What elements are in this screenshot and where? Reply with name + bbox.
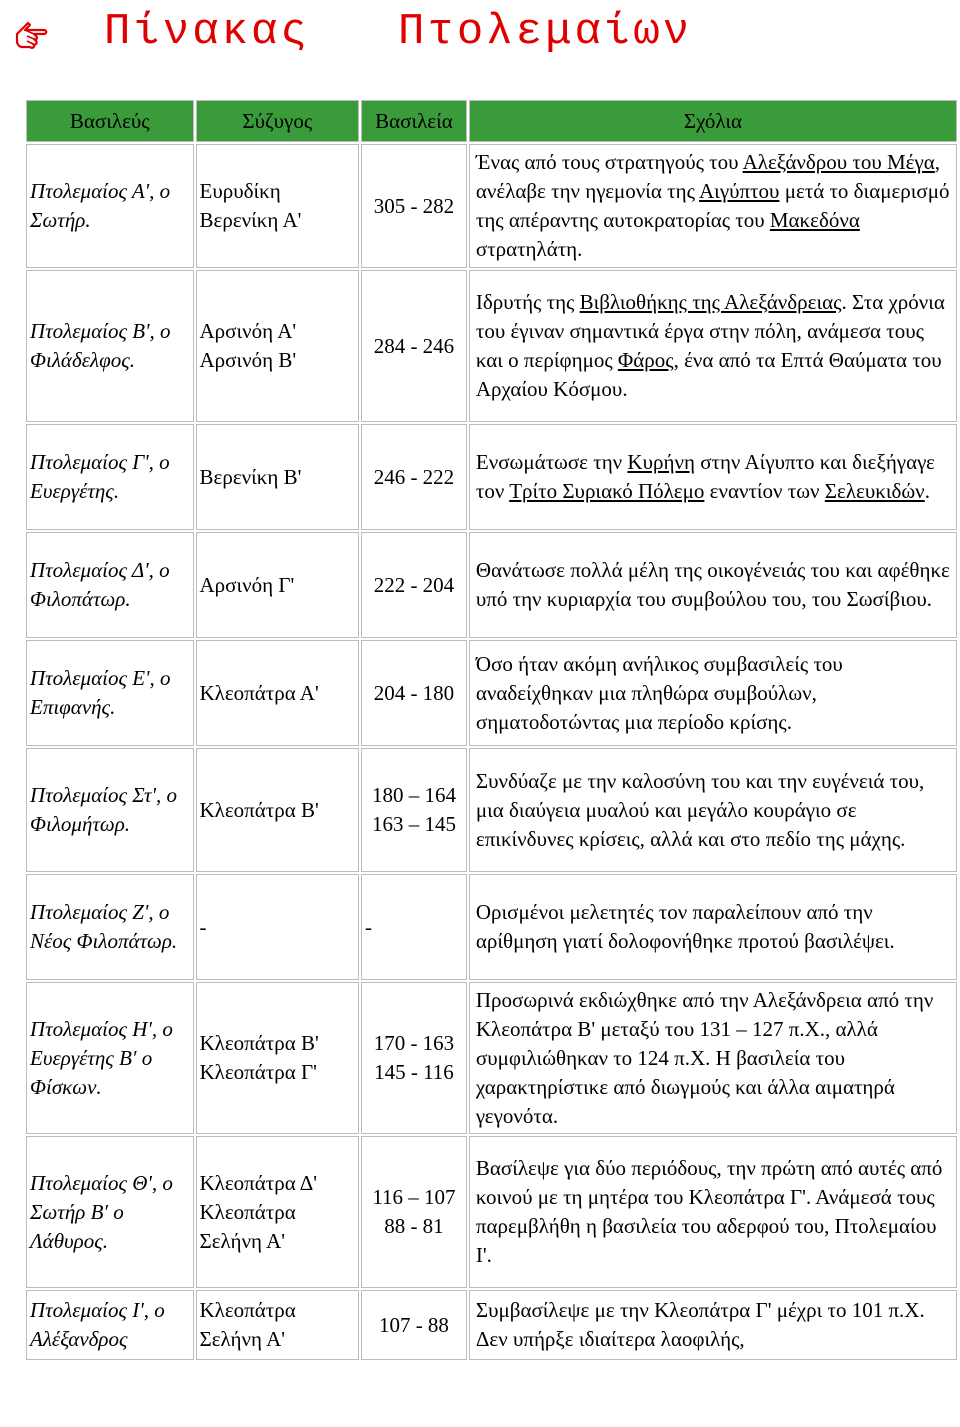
table-row [26,748,957,872]
table-row [26,1136,957,1288]
king-cell: Πτολεμαίος Γ', ο Ευεργέτης. [26,424,194,530]
reign-period: 116 – 107 [372,1185,456,1209]
reign-period: 204 - 180 [373,680,455,705]
reign-period: 222 - 204 [373,572,455,597]
notes-cell [469,144,957,268]
reign-period: 305 - 282 [373,193,455,218]
notes-text: Συμβασίλεψε με την Κλεοπάτρα Γ' μέχρι το 101 π.Χ. Δεν υπήρξε ιδιαίτερα λαοφιλής, [475,1298,925,1351]
notes-text: Ενσωμάτωσε την [475,450,628,474]
king-cell: Πτολεμαίος Δ', ο Φιλοπάτωρ. [26,532,194,638]
spouse-cell: Κλεοπάτρα Σελήνη Α' [196,1290,359,1360]
table-row [26,1290,957,1360]
header-notes: Σχόλια [469,100,957,142]
reign-cell [361,532,467,638]
reign-period: 246 - 222 [373,464,455,489]
spouse-cell: Κλεοπάτρα Α' [196,640,359,746]
wiki-link[interactable]: Τρίτο Συριακό Πόλεμο [509,479,705,503]
notes-text: μετά το διαμερισμό της απέραντης αυτοκρατορίας του [475,179,950,232]
notes-text: Ορισμένοι μελετητές τον παραλείπουν από την αρίθμηση γιατί δολοφονήθηκε προτού βασιλέψει. [475,900,895,953]
table-row [26,874,957,980]
notes-text: στην Αίγυπτο και διεξήγαγε τον [475,450,935,503]
table-row [26,144,957,268]
reign-cell [361,874,467,980]
notes-cell [469,982,957,1134]
pointing-hand-icon [14,14,50,50]
reign-cell [361,270,467,422]
spouse-cell: Αρσινόη Γ' [196,532,359,638]
notes-text: στρατηλάτη. [475,237,583,261]
reign-period: 170 - 163 [373,1031,455,1055]
table-row [26,982,957,1134]
king-cell: Πτολεμαίος Β', ο Φιλάδελφος. [26,270,194,422]
reign-cell [361,1290,467,1360]
reign-period: - [365,914,372,939]
spouse-cell: Ευρυδίκη Βερενίκη Α' [196,144,359,268]
notes-cell [469,1290,957,1360]
reign-cell [361,144,467,268]
notes-cell [469,874,957,980]
page-title [14,8,692,56]
wiki-link[interactable]: Αιγύπτου [699,179,780,203]
title-text: Πίνακας Πτολεμαίων [104,7,693,57]
notes-cell [469,748,957,872]
wiki-link[interactable]: Βιβλιοθήκης της Αλεξάνδρειας [579,290,842,314]
notes-text: . Στα χρόνια του έγιναν σημαντικά έργα στην πόλη, ανάμεσα τους και ο περίφημος [475,290,945,372]
header-king: Βασιλεύς [26,100,194,142]
notes-text: Βασίλεψε για δύο περιόδους, την πρώτη από αυτές από κοινού με τη μητέρα του Κλεοπάτρα Γ'. Ανάμεσά τους παρεμβλήθη η βασιλεία του αδερφού του, Πτολεμαίου Ι'. [475,1156,943,1267]
reign-period: 163 – 145 [371,812,456,836]
reign-period: 145 - 116 [374,1060,454,1084]
table-row [26,270,957,422]
notes-text: . [924,479,930,503]
header-reign: Βασιλεία [361,100,467,142]
king-cell: Πτολεμαίος Θ', ο Σωτήρ Β′ ο Λάθυρος. [26,1136,194,1288]
notes-text: Ένας από τους στρατηγούς του [475,150,743,174]
king-cell: Πτολεμαίος Στ', ο Φιλομήτωρ. [26,748,194,872]
table-row [26,424,957,530]
reign-cell [361,982,467,1134]
notes-text: , ανέλαβε την ηγεμονία της [475,150,940,203]
notes-text: Ιδρυτής της [475,290,580,314]
notes-text: Συνδύαζε με την καλοσύνη του και την ευγένειά του, μια διαύγεια μυαλού και μεγάλο κουράγιο σε επικίνδυνες κρίσεις, αλλά και στο πεδίο της μάχης. [475,768,925,851]
reign-cell [361,748,467,872]
reign-period: 284 - 246 [373,333,455,358]
reign-period: 180 – 164 [371,783,456,807]
notes-cell [469,532,957,638]
header-spouse: Σύζυγος [196,100,359,142]
notes-text: Θανάτωσε πολλά μέλη της οικογένειάς του και αφέθηκε υπό την κυριαρχία του συμβούλου του, του Σωσίβιου. [475,558,950,611]
wiki-link[interactable]: Φάρος [617,348,674,372]
king-cell: Πτολεμαίος Η', ο Ευεργέτης Β′ ο Φίσκων. [26,982,194,1134]
notes-text: Προσωρινά εκδιώχθηκε από την Αλεξάνδρεια από την Κλεοπάτρα Β' μεταξύ του 131 – 127 π.Χ., αλλά συμφιλιώθηκαν το 124 π.Χ. Η βασιλεία του χαρακτηρίστικε από διωγμούς και άλλα αιματηρά γεγονότα. [475,987,934,1128]
wiki-link[interactable]: Σελευκιδών [824,479,925,503]
notes-text: , ένα από τα Επτά Θαύματα του Αρχαίου Κόσμου. [475,348,942,401]
ptolemies-table [24,98,959,1362]
spouse-cell: Βερενίκη Β' [196,424,359,530]
notes-cell [469,270,957,422]
wiki-link[interactable]: Αλεξάνδρου του Μέγα [742,150,935,174]
spouse-cell: Κλεοπάτρα Δ' Κλεοπάτρα Σελήνη Α' [196,1136,359,1288]
header-row [26,100,957,142]
reign-period: 107 - 88 [378,1312,449,1337]
spouse-cell: Αρσινόη Α' Αρσινόη Β' [196,270,359,422]
wiki-link[interactable]: Μακεδόνα [769,208,860,232]
spouse-cell: Κλεοπάτρα Β' [196,748,359,872]
reign-cell [361,1136,467,1288]
spouse-cell: - [196,874,359,980]
king-cell: Πτολεμαίος Α', ο Σωτήρ. [26,144,194,268]
reign-period: 88 - 81 [384,1214,444,1238]
spouse-cell: Κλεοπάτρα Β' Κλεοπάτρα Γ' [196,982,359,1134]
notes-cell [469,640,957,746]
notes-text: Όσο ήταν ακόμη ανήλικος συμβασιλείς του αναδείχθηκαν μια πληθώρα συμβούλων, σηματοδοτώντας μια περίοδο κρίσης. [475,651,843,734]
notes-text: εναντίον των [704,479,825,503]
king-cell: Πτολεμαίος Ι', ο Αλέξανδρος [26,1290,194,1360]
wiki-link[interactable]: Κυρήνη [627,450,695,474]
reign-cell [361,424,467,530]
reign-cell [361,640,467,746]
notes-cell [469,1136,957,1288]
table-row [26,532,957,638]
table-row [26,640,957,746]
king-cell: Πτολεμαίος Ε', ο Επιφανής. [26,640,194,746]
king-cell: Πτολεμαίος Ζ', ο Νέος Φιλοπάτωρ. [26,874,194,980]
notes-cell [469,424,957,530]
